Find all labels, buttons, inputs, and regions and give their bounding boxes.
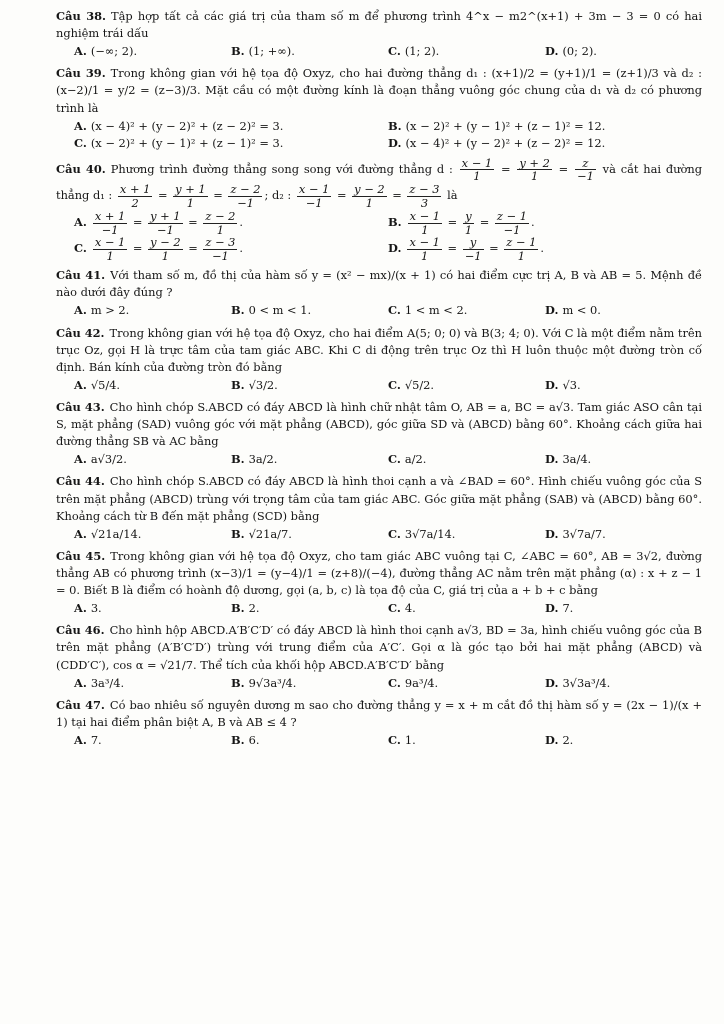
question-label: Câu 42. (56, 325, 105, 340)
option-letter: C. (388, 675, 401, 690)
option-text: (1; +∞). (248, 44, 295, 59)
fraction (352, 183, 386, 209)
option-letter: A. (74, 44, 87, 59)
option-d[interactable] (388, 135, 702, 152)
option-a[interactable] (74, 675, 231, 692)
option-text: 3. (90, 601, 102, 616)
numerator: z − 1 (496, 209, 527, 224)
option-text: (x − 2)² + (y − 1)² + (z − 1)² = 3. (90, 135, 284, 150)
question-38 (56, 8, 702, 60)
option-letter: C. (388, 601, 401, 616)
line-d2-equation: $\frac{x - 1}{-1}$ = $\frac{y - 2}{1}$ = $\frac{z - 3}{3}$ (298, 181, 440, 210)
numerator: y + 1 (150, 209, 181, 224)
option-text: 7. (90, 732, 102, 747)
option-text: a/2. (404, 452, 427, 467)
option-letter: B. (231, 732, 245, 747)
denominator: −1 (464, 248, 482, 263)
question-40 (56, 157, 702, 262)
option-text: √5/4. (90, 377, 121, 392)
fraction (463, 210, 474, 236)
option-letter: B. (388, 215, 402, 230)
option-letter: B. (231, 377, 245, 392)
question-47 (56, 697, 702, 749)
fraction (407, 183, 441, 209)
option-text: 3a/4. (562, 452, 592, 467)
fraction (203, 236, 237, 262)
option-d[interactable] (545, 675, 702, 692)
option-equation: $\frac{x - 1}{1}$ = $\frac{y}{-1}$ = $\frac{z - 1}{1}$ (409, 235, 537, 263)
option-text: a√3/2. (90, 452, 127, 467)
fraction (148, 236, 182, 262)
denominator: 1 (216, 222, 224, 237)
options (74, 675, 702, 692)
option-text: 4. (404, 601, 416, 616)
option-text: 9a³/4. (404, 675, 439, 690)
question-stem: và cắt hai đường thẳng d₁ : (56, 161, 703, 203)
fraction (460, 157, 494, 183)
option-letter: B. (231, 44, 245, 59)
question-41 (56, 267, 702, 319)
denominator: 1 (464, 222, 473, 237)
option-c[interactable] (388, 43, 545, 60)
option-b[interactable]: B. $\frac{x - 1}{1}$ = $\frac{y}{1}$ = $\frac{z - 1}{-1}$ . (388, 209, 535, 237)
option-d[interactable]: D. $\frac{x - 1}{1}$ = $\frac{y}{-1}$ = $\frac{z - 1}{1}$ . (388, 235, 544, 263)
denominator: −1 (101, 222, 119, 237)
option-text: 1 < m < 2. (404, 303, 468, 318)
denominator: 1 (517, 248, 525, 263)
fraction (517, 157, 551, 183)
option-letter: B. (231, 675, 245, 690)
option-letter: A. (74, 303, 87, 318)
question-stem: là (447, 188, 458, 203)
option-text: √21a/7. (248, 526, 292, 541)
option-b[interactable] (231, 377, 388, 394)
option-letter: D. (545, 601, 559, 616)
question-label: Câu 43. (56, 400, 105, 415)
option-letter: C. (388, 452, 401, 467)
option-c[interactable] (388, 732, 545, 749)
option-text: 9√3a³/4. (248, 675, 297, 690)
denominator: 3 (420, 195, 429, 210)
question-label: Câu 47. (56, 697, 105, 712)
fraction (408, 210, 442, 236)
fraction (93, 210, 127, 236)
option-a[interactable] (74, 377, 231, 394)
option-letter: B. (231, 526, 245, 541)
option-text: m < 0. (562, 303, 601, 318)
question-42 (56, 325, 702, 394)
options (74, 732, 702, 749)
question-label: Câu 44. (56, 474, 105, 489)
option-letter: A. (74, 675, 87, 690)
question-stem: Tập hợp tất cả các giá trị của tham số m để phương trình 4^x − m2^(x+1) + 3m − 3 = 0 có hai nghiệm trái dấu (56, 9, 702, 41)
denominator: −1 (503, 222, 521, 237)
option-text: 6. (248, 732, 260, 747)
numerator: x + 1 (94, 209, 126, 224)
options (74, 526, 702, 543)
option-c[interactable] (388, 302, 545, 319)
option-letter: D. (545, 732, 559, 747)
denominator: 1 (421, 222, 429, 237)
denominator: 2 (131, 195, 139, 210)
option-d[interactable] (545, 451, 702, 468)
option-a[interactable] (74, 302, 231, 319)
question-44 (56, 473, 702, 542)
option-letter: A. (74, 377, 87, 392)
option-text: (0; 2). (562, 44, 597, 59)
numerator: z − 3 (205, 235, 236, 250)
option-equation: $\frac{x - 1}{1}$ = $\frac{y}{1}$ = $\frac{z - 1}{-1}$ (409, 209, 527, 237)
option-letter: D. (388, 135, 402, 150)
option-text: √3. (562, 377, 581, 392)
options (74, 377, 702, 394)
option-c[interactable] (388, 675, 545, 692)
option-letter: A. (74, 452, 87, 467)
denominator: −1 (156, 222, 174, 237)
option-c[interactable]: C. $\frac{x - 1}{1}$ = $\frac{y - 2}{1}$ = $\frac{z - 3}{-1}$ . (74, 235, 244, 263)
option-letter: C. (388, 303, 401, 318)
question-label: Câu 39. (56, 66, 106, 81)
options (74, 451, 702, 468)
option-a[interactable] (74, 451, 231, 468)
denominator: −1 (305, 195, 323, 210)
line-d-equation: $\frac{x - 1}{1}$ = $\frac{y + 2}{1}$ = $\frac{z}{-1}$ (461, 155, 594, 184)
option-text: (x − 2)² + (y − 1)² + (z − 1)² = 12. (405, 118, 606, 133)
fraction (407, 236, 441, 262)
option-text: 0 < m < 1. (248, 303, 312, 318)
option-letter: C. (74, 135, 87, 150)
question-label: Câu 45. (56, 548, 106, 563)
option-text: √21a/14. (90, 526, 142, 541)
option-text: (x − 4)² + (y − 2)² + (z − 2)² = 12. (405, 135, 606, 150)
question-stem: Cho hình chóp S.ABCD có đáy ABCD là hình chữ nhật tâm O, AB = a, BC = a√3. Tam giác ASO cân tại S, mặt phẳng (SAD) vuông góc với mặt phẳng (ABCD), góc giữa SD và (ABCD) bằng 60°. Khoảng cách giữa hai đường thẳng SB và AC bằng (56, 400, 702, 449)
question-stem: Với tham số m, đồ thị của hàm số y = (x² − mx)/(x + 1) có hai điểm cực trị A, B và AB = 5. Mệnh đề nào dưới đây đúng ? (56, 268, 702, 300)
option-letter: A. (74, 215, 87, 230)
options (74, 43, 702, 60)
option-letter: B. (231, 601, 245, 616)
option-c[interactable] (74, 135, 388, 152)
line-d1-equation: $\frac{x + 1}{2}$ = $\frac{y + 1}{1}$ = $\frac{z - 2}{-1}$ (119, 181, 261, 210)
option-d[interactable] (545, 600, 702, 617)
option-a[interactable]: A. $\frac{x + 1}{-1}$ = $\frac{y + 1}{-1}$ = $\frac{z - 2}{1}$ . (74, 209, 244, 237)
option-letter: C. (388, 44, 401, 59)
option-text: (1; 2). (404, 44, 440, 59)
options (74, 302, 702, 319)
question-label: Câu 41. (56, 268, 106, 283)
question-46 (56, 622, 702, 691)
numerator: y + 1 (175, 181, 206, 196)
option-letter: C. (74, 241, 87, 256)
option-d[interactable] (545, 377, 702, 394)
option-b[interactable] (231, 451, 388, 468)
fraction (463, 236, 484, 262)
numerator: z − 2 (205, 209, 236, 224)
question-label: Câu 38. (56, 9, 107, 23)
numerator: x − 1 (409, 209, 441, 224)
numerator: x − 1 (94, 235, 126, 250)
options (74, 210, 702, 262)
option-letter: C. (388, 377, 401, 392)
numerator: y (463, 210, 474, 224)
option-text: (x − 4)² + (y − 2)² + (z − 2)² = 3. (90, 118, 284, 133)
option-c[interactable] (388, 377, 545, 394)
numerator: y − 2 (150, 235, 181, 250)
question-stem: Có bao nhiêu số nguyên dương m sao cho đường thẳng y = x + m cắt đồ thị hàm số y = (2x − 1)/(x + 1) tại hai điểm phân biệt A, B và AB ≤ 4 ? (56, 697, 702, 729)
option-d[interactable] (545, 302, 702, 319)
options (74, 118, 702, 152)
option-text: √3/2. (248, 377, 278, 392)
option-a[interactable] (74, 600, 231, 617)
option-letter: D. (545, 377, 559, 392)
numerator: z (575, 157, 596, 171)
denominator: 1 (365, 195, 374, 210)
option-letter: D. (545, 526, 559, 541)
denominator: 1 (161, 248, 169, 263)
option-text: (−∞; 2). (90, 44, 138, 59)
option-b[interactable] (231, 600, 388, 617)
question-stem: Cho hình hộp ABCD.A′B′C′D′ có đáy ABCD là hình thoi cạnh a√3, BD = 3a, hình chiếu vuông góc của B trên mặt phẳng (A′B′C′D′) trùng với trung điểm của A′C′. Gọi α là góc tạo bởi hai mặt phẳng (ABCD) và (CDD′C′), cos α = √21/7. Thể tích của khối hộp ABCD.A′B′C′D′ bằng (56, 623, 702, 672)
option-b[interactable] (231, 675, 388, 692)
option-letter: D. (545, 44, 559, 59)
numerator: y + 2 (519, 155, 550, 170)
option-letter: A. (74, 118, 87, 133)
denominator: 1 (106, 248, 114, 263)
question-label: Câu 46. (56, 623, 105, 638)
question-stem: Trong không gian với hệ tọa độ Oxyz, cho hai đường thẳng d₁ : (x+1)/2 = (y+1)/1 = (z+1)/3 và d₂ : (x−2)/1 = y/2 = (z−3)/3. Mặt cầu có một đường kính là đoạn thẳng vuông góc chung của d₁ và d₂ có phương trình là (56, 66, 703, 115)
numerator: z − 2 (230, 181, 261, 196)
fraction (228, 183, 262, 209)
option-text: 3√7a/14. (404, 526, 456, 541)
option-c[interactable] (388, 451, 545, 468)
fraction (173, 183, 207, 209)
option-text: 3√7a/7. (562, 526, 606, 541)
question-label: Câu 40. (56, 161, 106, 176)
option-text: 3a/2. (248, 452, 278, 467)
option-text: 2. (562, 732, 574, 747)
fraction (504, 236, 538, 262)
fraction (203, 210, 237, 236)
question-stem: Phương trình đường thẳng song song với đường thẳng d : (110, 161, 453, 176)
question-45 (56, 548, 702, 617)
numerator: x + 1 (119, 181, 151, 196)
option-a[interactable] (74, 732, 231, 749)
option-b[interactable] (231, 302, 388, 319)
option-letter: B. (231, 303, 245, 318)
option-b[interactable] (231, 43, 388, 60)
option-text: m > 2. (90, 303, 130, 318)
option-letter: A. (74, 732, 87, 747)
numerator: x − 1 (298, 181, 330, 196)
numerator: x − 1 (461, 155, 493, 170)
question-stem: Trong không gian với hệ tọa độ Oxyz, cho hai điểm A(5; 0; 0) và B(3; 4; 0). Với C là một điểm nằm trên trục Oz, gọi H là trực tâm của tam giác ABC. Khi C di động trên trục Oz thì H luôn thuộc một đường tròn cố định. Bán kính của đường tròn đó bằng (56, 325, 702, 374)
option-text: 1. (404, 732, 416, 747)
fraction (495, 210, 529, 236)
option-text: 7. (562, 601, 574, 616)
denominator: 1 (421, 248, 429, 263)
option-c[interactable] (388, 600, 545, 617)
option-d[interactable] (545, 732, 702, 749)
option-equation: $\frac{x - 1}{1}$ = $\frac{y - 2}{1}$ = $\frac{z - 3}{-1}$ (94, 235, 236, 263)
denominator: −1 (237, 195, 254, 210)
option-letter: D. (545, 452, 559, 467)
fraction (93, 236, 127, 262)
option-letter: A. (74, 601, 87, 616)
numerator: y (463, 236, 484, 250)
option-text: √5/2. (404, 377, 435, 392)
option-a[interactable] (74, 526, 231, 543)
denominator: 1 (473, 169, 481, 184)
option-text: 2. (248, 601, 260, 616)
question-39 (56, 65, 702, 152)
option-text: 3a³/4. (90, 675, 125, 690)
numerator: x − 1 (409, 235, 440, 250)
option-equation: $\frac{x + 1}{-1}$ = $\frac{y + 1}{-1}$ = $\frac{z - 2}{1}$ (94, 209, 236, 237)
option-a[interactable] (74, 43, 231, 60)
numerator: z − 3 (409, 181, 440, 196)
numerator: y − 2 (354, 181, 385, 196)
fraction (148, 210, 182, 236)
option-text: 3√3a³/4. (562, 675, 611, 690)
fraction (118, 183, 152, 209)
option-letter: B. (388, 118, 402, 133)
option-letter: D. (388, 241, 402, 256)
option-letter: D. (545, 303, 559, 318)
denominator: −1 (212, 248, 229, 263)
numerator: z − 1 (506, 235, 537, 250)
option-b[interactable] (231, 526, 388, 543)
option-letter: B. (231, 452, 245, 467)
option-c[interactable] (388, 526, 545, 543)
question-stem: Cho hình chóp S.ABCD có đáy ABCD là hình thoi cạnh a và ∠BAD = 60°. Hình chiếu vuông góc của S trên mặt phẳng (ABCD) trùng với trọng tâm của tam giác ABC. Góc giữa mặt phẳng (SAB) và (ABCD) bằng 60°. Khoảng cách từ B đến mặt phẳng (SCD) bằng (56, 474, 702, 523)
option-letter: D. (545, 675, 559, 690)
option-letter: A. (74, 526, 87, 541)
option-b[interactable] (388, 118, 702, 135)
question-43 (56, 399, 702, 468)
option-a[interactable] (74, 118, 388, 135)
question-stem: ; d₂ : (264, 188, 292, 203)
denominator: 1 (186, 195, 195, 210)
option-d[interactable] (545, 43, 702, 60)
question-stem: Trong không gian với hệ tọa độ Oxyz, cho tam giác ABC vuông tại C, ∠ABC = 60°, AB = 3√2, đường thẳng AB có phương trình (x−3)/1 = (y−4)/1 = (z+8)/(−4), đường thẳng AC nằm trên mặt phẳng (α) : x + z − 1 = 0. Biết B là điểm có hoành độ dương, gọi (a, b, c) là tọa độ của C, giá trị của a + b + c bằng (56, 548, 702, 598)
denominator: −1 (577, 169, 594, 184)
fraction (575, 157, 596, 183)
option-letter: C. (388, 526, 401, 541)
options (74, 600, 702, 617)
option-letter: C. (388, 732, 401, 747)
option-b[interactable] (231, 732, 388, 749)
fraction (297, 183, 331, 209)
option-d[interactable] (545, 526, 702, 543)
denominator: 1 (530, 169, 539, 184)
